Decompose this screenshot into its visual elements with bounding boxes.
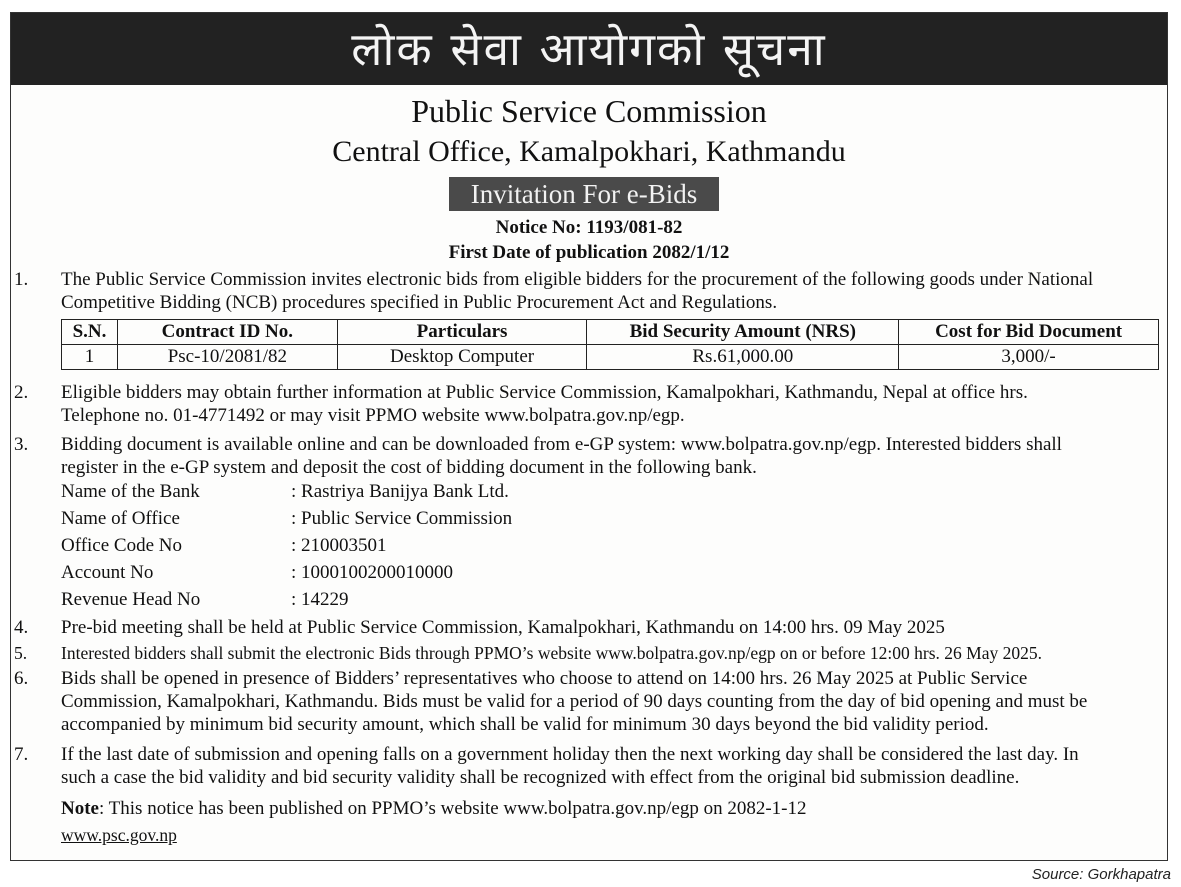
table-header: Particulars bbox=[337, 320, 587, 345]
item-line: Interested bidders shall submit the electronic Bids through PPMO’s website www.bolpatra.gov.np/egp on or before 12:00 hrs. 26 May 2025. bbox=[61, 643, 1042, 663]
item-line: such a case the bid validity and bid security validity shall be recognized with effect from the original bid submission deadline. bbox=[61, 767, 1020, 788]
table-header-row bbox=[62, 320, 1159, 345]
table-cell: 1 bbox=[62, 345, 118, 370]
table-cell: 3,000/- bbox=[899, 345, 1159, 370]
item-number: 4. bbox=[14, 617, 29, 638]
table-header: Cost for Bid Document bbox=[899, 320, 1159, 345]
table-header: Contract ID No. bbox=[117, 320, 337, 345]
bank-value: : Rastriya Banijya Bank Ltd. bbox=[291, 481, 509, 502]
item-line: register in the e-GP system and deposit the cost of bidding document in the following bank. bbox=[61, 457, 757, 478]
bank-key: Name of the Bank bbox=[61, 481, 200, 502]
item-line: accompanied by minimum bid security amount, which shall be valid for minimum 30 days beyond the bid validity period. bbox=[61, 714, 989, 735]
bank-value: : 210003501 bbox=[291, 535, 387, 556]
bank-value: : 1000100200010000 bbox=[291, 562, 454, 583]
item-number: 6. bbox=[14, 668, 29, 689]
item-number: 7. bbox=[14, 744, 29, 765]
table-header: Bid Security Amount (NRS) bbox=[587, 320, 899, 345]
item-line: Commission, Kamalpokhari, Kathmandu. Bids must be valid for a period of 90 days counting from the day of bid opening and must be bbox=[61, 691, 1088, 712]
item-line: Eligible bidders may obtain further information at Public Service Commission, Kamalpokhari, Kathmandu, Nepal at office hrs. bbox=[61, 382, 1028, 403]
item-line: If the last date of submission and opening falls on a government holiday then the next working day shall be considered the last day. In bbox=[61, 744, 1079, 765]
table-cell: Psc-10/2081/82 bbox=[117, 345, 337, 370]
table-cell: Desktop Computer bbox=[337, 345, 587, 370]
bid-table bbox=[61, 319, 1159, 370]
item-number: 5. bbox=[14, 643, 28, 663]
office-address: Central Office, Kamalpokhari, Kathmandu bbox=[332, 135, 846, 168]
first-publication-date: First Date of publication 2082/1/12 bbox=[448, 242, 730, 263]
item-number: 1. bbox=[14, 269, 29, 290]
bank-value: : 14229 bbox=[291, 589, 349, 610]
note-label: Note bbox=[61, 798, 99, 819]
invitation-title: Invitation For e-Bids bbox=[449, 177, 719, 211]
notice-banner: लोक सेवा आयोगको सूचना bbox=[11, 13, 1167, 85]
item-number: 2. bbox=[14, 382, 29, 403]
source-credit: Source: Gorkhapatra bbox=[1031, 866, 1171, 883]
website-link[interactable]: www.psc.gov.np bbox=[61, 825, 177, 845]
table-row bbox=[62, 345, 1159, 370]
bank-value: : Public Service Commission bbox=[291, 508, 513, 529]
item-line: Telephone no. 01-4771492 or may visit PPMO website www.bolpatra.gov.np/egp. bbox=[61, 405, 685, 426]
note-text: : This notice has been published on PPMO’s website www.bolpatra.gov.np/egp on 2082-1-12 bbox=[98, 798, 807, 819]
item-line: Bids shall be opened in presence of Bidders’ representatives who choose to attend on 14:00 hrs. 26 May 2025 at Public Service bbox=[61, 668, 1028, 689]
notice-document bbox=[10, 12, 1168, 861]
item-line: Pre-bid meeting shall be held at Public Service Commission, Kamalpokhari, Kathmandu on 14:00 hrs. 09 May 2025 bbox=[61, 617, 945, 638]
org-name: Public Service Commission bbox=[411, 93, 767, 129]
table-cell: Rs.61,000.00 bbox=[587, 345, 899, 370]
bank-key: Revenue Head No bbox=[61, 589, 201, 610]
item-line: Competitive Bidding (NCB) procedures specified in Public Procurement Act and Regulations. bbox=[61, 292, 778, 313]
item-line: Bidding document is available online and can be downloaded from e-GP system: www.bolpatra.gov.np/egp. Interested bidders shall bbox=[61, 434, 1062, 455]
item-line: The Public Service Commission invites electronic bids from eligible bidders for the procurement of the following goods under National bbox=[61, 269, 1094, 290]
item-number: 3. bbox=[14, 434, 29, 455]
notice-number: Notice No: 1193/081-82 bbox=[495, 217, 683, 238]
bank-key: Office Code No bbox=[61, 535, 183, 556]
table-header: S.N. bbox=[62, 320, 118, 345]
bank-key: Name of Office bbox=[61, 508, 180, 529]
bank-key: Account No bbox=[61, 562, 154, 583]
